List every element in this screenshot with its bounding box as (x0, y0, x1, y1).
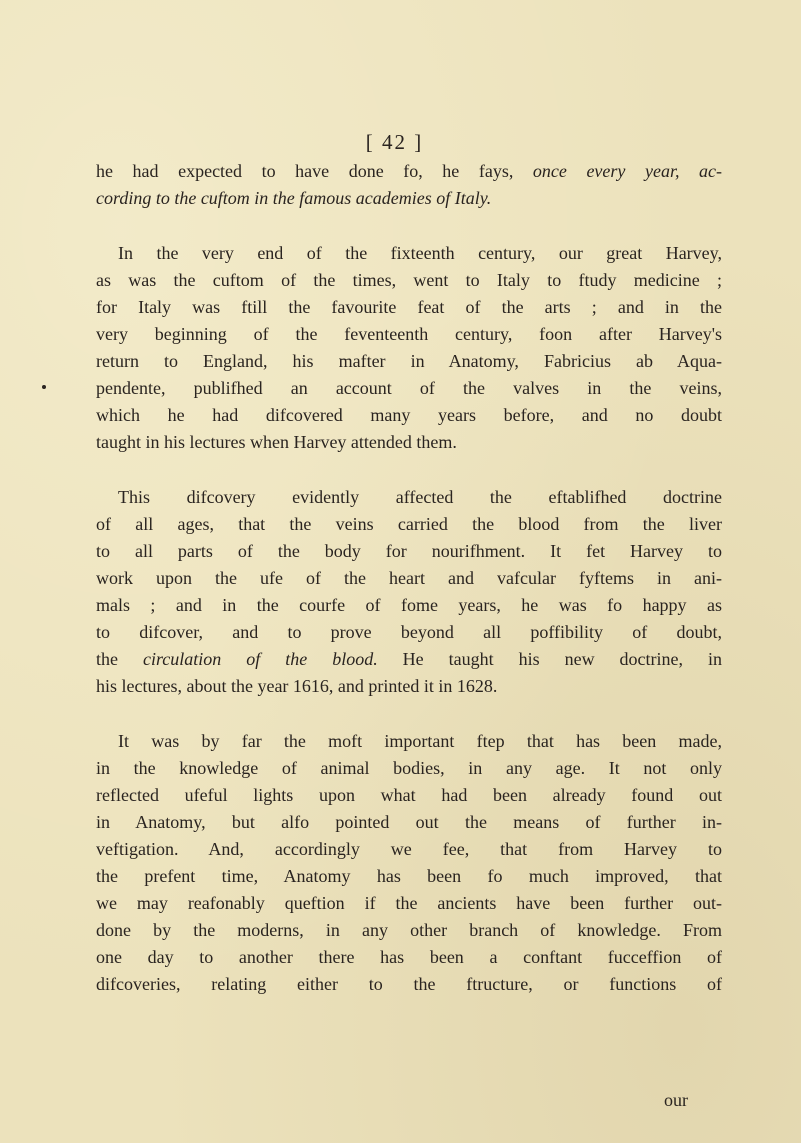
text-line (96, 511, 722, 538)
text-run: difcoveries, relating either to the ftructure, or functions of (96, 974, 722, 994)
text-run: It was by far the moft important ftep that has been made, (118, 731, 722, 751)
italic-text: cording to the cuftom in the famous academies of Italy. (96, 188, 492, 208)
paragraph-gap (96, 456, 722, 484)
text-line (96, 484, 722, 511)
text-run: very beginning of the feventeenth century, foon after Harvey's (96, 324, 722, 344)
text-line (96, 267, 722, 294)
text-run: his lectures, about the year 1616, and printed it in 1628. (96, 676, 498, 696)
text-line (96, 402, 722, 429)
text-line (96, 809, 722, 836)
text-run: we may reafonably queftion if the ancients have been further out- (96, 893, 722, 913)
text-run: work upon the ufe of the heart and vafcular fyftems in ani- (96, 568, 722, 588)
text-run: return to England, his mafter in Anatomy, Fabricius ab Aqua- (96, 351, 722, 371)
text-line (96, 917, 722, 944)
text-run: of all ages, that the veins carried the blood from the liver (96, 514, 722, 534)
text-run: He taught his new doctrine, in (377, 649, 722, 669)
text-line (96, 538, 722, 565)
paragraph (96, 728, 722, 998)
text-line (96, 429, 722, 456)
text-line (96, 673, 722, 700)
paragraph (96, 158, 722, 212)
text-run: which he had difcovered many years before, and no doubt (96, 405, 722, 425)
text-run: reflected ufeful lights upon what had been already found out (96, 785, 722, 805)
text-line (96, 890, 722, 917)
text-run: veftigation. And, accordingly we fee, that from Harvey to (96, 839, 722, 859)
text-line (96, 294, 722, 321)
text-line (96, 348, 722, 375)
text-run: in Anatomy, but alfo pointed out the means of further in- (96, 812, 722, 832)
text-run: In the very end of the fixteenth century, our great Harvey, (118, 243, 722, 263)
text-run: to difcover, and to prove beyond all poffibility of doubt, (96, 622, 722, 642)
text-line (96, 944, 722, 971)
text-run: the prefent time, Anatomy has been fo much improved, that (96, 866, 722, 886)
text-run: he had expected to have done fo, he fays, (96, 161, 533, 181)
text-line (96, 375, 722, 402)
text-line (96, 592, 722, 619)
ink-spot (42, 385, 46, 389)
text-line (96, 158, 722, 185)
text-run: to all parts of the body for nourifhment. It fet Harvey to (96, 541, 722, 561)
paragraph-gap (96, 700, 722, 728)
paragraph (96, 240, 722, 456)
page-number: [ 42 ] (365, 130, 424, 154)
text-line (96, 565, 722, 592)
text-line (96, 185, 722, 212)
body-text (96, 158, 722, 998)
italic-text: circulation of the blood. (142, 649, 378, 669)
paragraph (96, 484, 722, 700)
text-run: as was the cuftom of the times, went to Italy to ftudy medicine ; (96, 270, 722, 290)
text-run: mals ; and in the courfe of fome years, he was fo happy as (96, 595, 722, 615)
text-run: in the knowledge of animal bodies, in any age. It not only (96, 758, 722, 778)
text-line (96, 782, 722, 809)
text-line (96, 836, 722, 863)
text-run: one day to another there has been a conftant fucceffion of (96, 947, 722, 967)
text-line (96, 755, 722, 782)
text-run: This difcovery evidently affected the eftablifhed doctrine (118, 487, 722, 507)
text-run: pendente, publifhed an account of the valves in the veins, (96, 378, 722, 398)
paragraph-gap (96, 212, 722, 240)
text-line (96, 321, 722, 348)
text-line (96, 619, 722, 646)
text-run: for Italy was ftill the favourite feat of the arts ; and in the (96, 297, 722, 317)
text-line (96, 971, 722, 998)
italic-text: once every year, ac- (532, 161, 722, 181)
text-line (96, 863, 722, 890)
text-run: the (96, 649, 143, 669)
text-run: done by the moderns, in any other branch of knowledge. From (96, 920, 722, 940)
text-line (96, 240, 722, 267)
text-line (96, 728, 722, 755)
catchword: our (664, 1090, 688, 1110)
text-run: taught in his lectures when Harvey attended them. (96, 432, 457, 452)
text-line (96, 646, 722, 673)
